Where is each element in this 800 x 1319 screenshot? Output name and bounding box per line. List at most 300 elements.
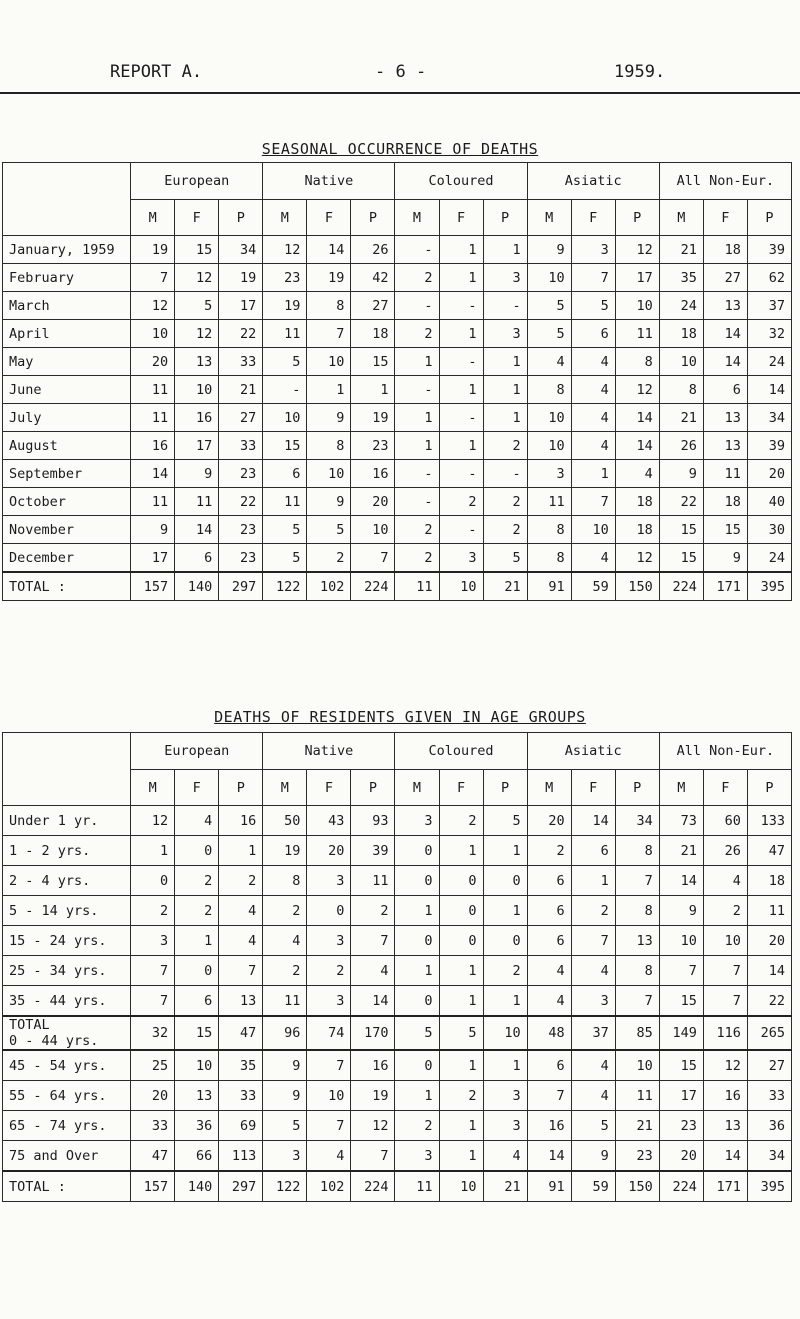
table-cell: 16 xyxy=(219,806,263,836)
table-cell: 171 xyxy=(703,572,747,601)
table-cell: 7 xyxy=(131,264,175,292)
table-cell: 91 xyxy=(527,572,571,601)
column-header: P xyxy=(483,770,527,806)
table-cell: 224 xyxy=(351,1171,395,1202)
table-cell: 0 xyxy=(395,986,439,1017)
table-cell: 23 xyxy=(219,544,263,573)
table-cell: 3 xyxy=(263,1141,307,1172)
table-cell: 22 xyxy=(659,488,703,516)
table-cell: 33 xyxy=(219,348,263,376)
table-cell: 21 xyxy=(483,1171,527,1202)
table-cell: 33 xyxy=(747,1081,791,1111)
table-cell: 7 xyxy=(571,926,615,956)
total-row xyxy=(3,1171,792,1202)
column-header: F xyxy=(571,770,615,806)
row-label: 45 - 54 yrs. xyxy=(3,1050,131,1081)
table-cell: 19 xyxy=(219,264,263,292)
table-cell: 14 xyxy=(703,1141,747,1172)
row-label: December xyxy=(3,544,131,573)
table-cell: 39 xyxy=(747,432,791,460)
table-cell: 3 xyxy=(483,1081,527,1111)
table-cell: 18 xyxy=(615,488,659,516)
table-cell: 2 xyxy=(219,866,263,896)
table-cell: 2 xyxy=(307,956,351,986)
table-cell: 2 xyxy=(263,896,307,926)
table-cell: 395 xyxy=(747,1171,791,1202)
table-cell: 5 xyxy=(263,348,307,376)
table-cell: 10 xyxy=(439,1171,483,1202)
table-cell: 0 xyxy=(307,896,351,926)
table-cell: 35 xyxy=(219,1050,263,1081)
table-cell: 6 xyxy=(527,1050,571,1081)
table-cell: 8 xyxy=(307,432,351,460)
page-header xyxy=(0,62,800,92)
table-cell: 3 xyxy=(571,986,615,1017)
table-row xyxy=(3,1050,792,1081)
table-cell: 21 xyxy=(219,376,263,404)
table-cell: 13 xyxy=(175,348,219,376)
table-cell: 74 xyxy=(307,1016,351,1050)
table-cell: 9 xyxy=(527,236,571,264)
table-cell: 15 xyxy=(659,516,703,544)
table-cell: 224 xyxy=(659,572,703,601)
table-cell: 10 xyxy=(307,460,351,488)
table-cell: 2 xyxy=(703,896,747,926)
column-header: M xyxy=(263,200,307,236)
row-label: TOTAL : xyxy=(3,1171,131,1202)
table-cell: 5 xyxy=(263,516,307,544)
table-row xyxy=(3,460,792,488)
table-row xyxy=(3,404,792,432)
table-cell: 8 xyxy=(615,348,659,376)
table-cell: 13 xyxy=(703,292,747,320)
table-cell: 0 xyxy=(131,866,175,896)
table-cell: 96 xyxy=(263,1016,307,1050)
table-cell: 5 xyxy=(527,320,571,348)
table-cell: 37 xyxy=(747,292,791,320)
table-cell: 40 xyxy=(747,488,791,516)
table-cell: 0 xyxy=(395,836,439,866)
table-cell: 170 xyxy=(351,1016,395,1050)
table-cell: 39 xyxy=(351,836,395,866)
table-cell: 39 xyxy=(747,236,791,264)
column-header: F xyxy=(439,200,483,236)
table-cell: 0 xyxy=(175,836,219,866)
table-cell: 6 xyxy=(571,836,615,866)
corner-cell xyxy=(3,733,131,806)
table-cell: 1 xyxy=(395,896,439,926)
table-cell: 1 xyxy=(439,432,483,460)
table-cell: 1 xyxy=(483,1050,527,1081)
table-cell: 20 xyxy=(307,836,351,866)
table-cell: 15 xyxy=(175,236,219,264)
table-cell: 16 xyxy=(131,432,175,460)
table-cell: 2 xyxy=(351,896,395,926)
table-cell: 1 xyxy=(395,956,439,986)
column-header: M xyxy=(263,770,307,806)
table-cell: 0 xyxy=(439,896,483,926)
table-cell: 5 xyxy=(483,806,527,836)
table-cell: 4 xyxy=(483,1141,527,1172)
table-cell: 15 xyxy=(659,1050,703,1081)
table-cell: 20 xyxy=(351,488,395,516)
table-cell: 17 xyxy=(615,264,659,292)
table-cell: - xyxy=(439,404,483,432)
table-cell: 7 xyxy=(703,956,747,986)
table-cell: 23 xyxy=(219,460,263,488)
table-cell: - xyxy=(439,292,483,320)
table-cell: 10 xyxy=(615,1050,659,1081)
table-cell: 14 xyxy=(307,236,351,264)
table-cell: 2 xyxy=(263,956,307,986)
table-cell: 1 xyxy=(483,236,527,264)
table-cell: 15 xyxy=(659,986,703,1017)
table-cell: 10 xyxy=(615,292,659,320)
group-header: Native xyxy=(263,163,395,200)
table-cell: 15 xyxy=(703,516,747,544)
table-cell: 27 xyxy=(703,264,747,292)
table-cell: 12 xyxy=(175,320,219,348)
table-cell: 12 xyxy=(131,806,175,836)
column-header: F xyxy=(439,770,483,806)
column-header: F xyxy=(703,200,747,236)
table-cell: 4 xyxy=(615,460,659,488)
row-label: 1 - 2 yrs. xyxy=(3,836,131,866)
table-cell: 17 xyxy=(175,432,219,460)
table-cell: 7 xyxy=(703,986,747,1017)
table-cell: 9 xyxy=(703,544,747,573)
column-header: F xyxy=(175,770,219,806)
table-row xyxy=(3,1111,792,1141)
table-cell: 10 xyxy=(527,432,571,460)
table-cell: 140 xyxy=(175,1171,219,1202)
group-header: All Non-Eur. xyxy=(659,733,791,770)
table-cell: 43 xyxy=(307,806,351,836)
group-header: European xyxy=(131,733,263,770)
table-cell: 140 xyxy=(175,572,219,601)
row-label: 55 - 64 yrs. xyxy=(3,1081,131,1111)
table-cell: 7 xyxy=(307,320,351,348)
table-cell: - xyxy=(439,460,483,488)
table-cell: 8 xyxy=(527,516,571,544)
column-header: F xyxy=(703,770,747,806)
table-cell: 20 xyxy=(131,348,175,376)
table-cell: 27 xyxy=(219,404,263,432)
table-cell: 1 xyxy=(483,348,527,376)
table-row xyxy=(3,348,792,376)
table-cell: 297 xyxy=(219,572,263,601)
table-cell: 2 xyxy=(483,956,527,986)
table-cell: 11 xyxy=(395,1171,439,1202)
total-row xyxy=(3,572,792,601)
row-label: June xyxy=(3,376,131,404)
table-cell: 14 xyxy=(615,432,659,460)
table-cell: 17 xyxy=(659,1081,703,1111)
table-cell: 20 xyxy=(527,806,571,836)
table-cell: 6 xyxy=(527,866,571,896)
table-cell: 5 xyxy=(175,292,219,320)
table-cell: 11 xyxy=(615,1081,659,1111)
table-cell: 13 xyxy=(703,404,747,432)
table-cell: 157 xyxy=(131,572,175,601)
column-header: M xyxy=(659,770,703,806)
table-cell: 2 xyxy=(483,488,527,516)
table-cell: 2 xyxy=(395,516,439,544)
table-cell: 27 xyxy=(747,1050,791,1081)
table-cell: 9 xyxy=(571,1141,615,1172)
table-cell: 16 xyxy=(351,460,395,488)
table-cell: 22 xyxy=(219,488,263,516)
table-cell: 37 xyxy=(571,1016,615,1050)
table-cell: 15 xyxy=(659,544,703,573)
table-cell: 21 xyxy=(483,572,527,601)
table-row xyxy=(3,1141,792,1172)
table-cell: 1 xyxy=(571,460,615,488)
table-cell: 23 xyxy=(263,264,307,292)
table-cell: - xyxy=(395,488,439,516)
table-cell: - xyxy=(483,292,527,320)
table-cell: 22 xyxy=(219,320,263,348)
table-cell: 10 xyxy=(571,516,615,544)
table-cell: 1 xyxy=(439,986,483,1017)
row-label: 65 - 74 yrs. xyxy=(3,1111,131,1141)
table-cell: 4 xyxy=(351,956,395,986)
table-cell: 1 xyxy=(439,264,483,292)
table-cell: 9 xyxy=(131,516,175,544)
table-cell: 50 xyxy=(263,806,307,836)
group-header: All Non-Eur. xyxy=(659,163,791,200)
table-cell: 23 xyxy=(351,432,395,460)
table-cell: 11 xyxy=(131,488,175,516)
table-cell: 26 xyxy=(351,236,395,264)
column-header: P xyxy=(351,200,395,236)
table-cell: 2 xyxy=(395,544,439,573)
page-number: - 6 - xyxy=(375,62,427,82)
table-cell: 23 xyxy=(659,1111,703,1141)
table-cell: 93 xyxy=(351,806,395,836)
table-row xyxy=(3,292,792,320)
row-label: May xyxy=(3,348,131,376)
table-cell: 9 xyxy=(659,896,703,926)
table-cell: 59 xyxy=(571,572,615,601)
table-cell: 5 xyxy=(263,1111,307,1141)
row-label: September xyxy=(3,460,131,488)
table-cell: 19 xyxy=(351,404,395,432)
table-cell: 7 xyxy=(131,956,175,986)
table-cell: 47 xyxy=(747,836,791,866)
table-cell: 25 xyxy=(131,1050,175,1081)
table-row xyxy=(3,320,792,348)
table-cell: 3 xyxy=(439,544,483,573)
table-cell: 11 xyxy=(263,320,307,348)
table-cell: 2 xyxy=(395,320,439,348)
table-cell: 2 xyxy=(175,866,219,896)
table-cell: 14 xyxy=(615,404,659,432)
column-header: P xyxy=(747,200,791,236)
table-cell: 12 xyxy=(351,1111,395,1141)
table-cell: 4 xyxy=(527,348,571,376)
table-cell: 2 xyxy=(439,1081,483,1111)
table-cell: 60 xyxy=(703,806,747,836)
group-header: Native xyxy=(263,733,395,770)
table-cell: 16 xyxy=(351,1050,395,1081)
table-cell: 224 xyxy=(659,1171,703,1202)
table-cell: 1 xyxy=(439,376,483,404)
table-cell: 14 xyxy=(659,866,703,896)
table-row xyxy=(3,926,792,956)
column-header: F xyxy=(175,200,219,236)
table-cell: 14 xyxy=(747,376,791,404)
table-cell: 14 xyxy=(747,956,791,986)
table-cell: 2 xyxy=(395,264,439,292)
row-label-line: TOTAL xyxy=(9,1017,50,1033)
row-label: March xyxy=(3,292,131,320)
table-cell: 47 xyxy=(219,1016,263,1050)
table-cell: 26 xyxy=(703,836,747,866)
table-cell: 10 xyxy=(439,572,483,601)
table-cell: 3 xyxy=(571,236,615,264)
table-row xyxy=(3,236,792,264)
row-label: 35 - 44 yrs. xyxy=(3,986,131,1017)
table-cell: 1 xyxy=(483,896,527,926)
table-cell: 8 xyxy=(527,544,571,573)
group-header: Asiatic xyxy=(527,733,659,770)
table-cell: - xyxy=(263,376,307,404)
table-cell: 122 xyxy=(263,1171,307,1202)
table-cell: 4 xyxy=(571,404,615,432)
table-cell: 7 xyxy=(131,986,175,1017)
table-cell: 24 xyxy=(747,348,791,376)
table-cell: 15 xyxy=(263,432,307,460)
table-cell: 6 xyxy=(527,896,571,926)
table-cell: 14 xyxy=(175,516,219,544)
table-cell: 6 xyxy=(175,544,219,573)
table-cell: 1 xyxy=(439,1111,483,1141)
table-cell: 66 xyxy=(175,1141,219,1172)
table-cell: 7 xyxy=(351,1141,395,1172)
table-cell: 12 xyxy=(615,236,659,264)
table-cell: 0 xyxy=(395,866,439,896)
column-header: P xyxy=(351,770,395,806)
table-cell: 0 xyxy=(483,926,527,956)
subtotal-row xyxy=(3,1016,792,1050)
table-cell: 4 xyxy=(571,1081,615,1111)
table-cell: 1 xyxy=(395,348,439,376)
table-cell: 9 xyxy=(307,404,351,432)
row-label xyxy=(3,1016,131,1050)
table-cell: 26 xyxy=(659,432,703,460)
table-cell: 1 xyxy=(131,836,175,866)
column-header: M xyxy=(395,770,439,806)
table-cell: 6 xyxy=(175,986,219,1017)
seasonal-occurrence-table xyxy=(2,162,792,601)
table-row xyxy=(3,516,792,544)
table-cell: 34 xyxy=(615,806,659,836)
table-cell: 4 xyxy=(571,956,615,986)
table-cell: 0 xyxy=(439,866,483,896)
table-cell: 2 xyxy=(571,896,615,926)
table-cell: 10 xyxy=(131,320,175,348)
table-cell: 16 xyxy=(175,404,219,432)
row-label: February xyxy=(3,264,131,292)
table2-title: DEATHS OF RESIDENTS GIVEN IN AGE GROUPS xyxy=(214,708,586,726)
table-cell: 17 xyxy=(219,292,263,320)
row-label: August xyxy=(3,432,131,460)
table-cell: 12 xyxy=(263,236,307,264)
column-header: P xyxy=(219,770,263,806)
table-cell: 10 xyxy=(483,1016,527,1050)
table-row xyxy=(3,806,792,836)
row-label: 75 and Over xyxy=(3,1141,131,1172)
table-cell: 17 xyxy=(131,544,175,573)
table-cell: 8 xyxy=(615,836,659,866)
table-cell: 1 xyxy=(395,1081,439,1111)
table-cell: 7 xyxy=(571,488,615,516)
table-cell: 33 xyxy=(219,1081,263,1111)
table-cell: 3 xyxy=(483,264,527,292)
table-cell: 122 xyxy=(263,572,307,601)
table-cell: 3 xyxy=(395,1141,439,1172)
table-cell: 133 xyxy=(747,806,791,836)
table-cell: 116 xyxy=(703,1016,747,1050)
table-cell: 4 xyxy=(571,432,615,460)
table-cell: 3 xyxy=(307,926,351,956)
table-cell: 5 xyxy=(483,544,527,573)
table-cell: 13 xyxy=(615,926,659,956)
group-header: European xyxy=(131,163,263,200)
table1-title: SEASONAL OCCURRENCE OF DEATHS xyxy=(261,140,539,158)
table-cell: 3 xyxy=(483,320,527,348)
table-cell: 2 xyxy=(307,544,351,573)
table-cell: 4 xyxy=(703,866,747,896)
table-cell: 0 xyxy=(439,926,483,956)
table-cell: 9 xyxy=(659,460,703,488)
table-row xyxy=(3,544,792,573)
table-cell: - xyxy=(439,516,483,544)
table-cell: 14 xyxy=(703,348,747,376)
table-cell: 4 xyxy=(307,1141,351,1172)
table-cell: 2 xyxy=(439,488,483,516)
table-cell: 33 xyxy=(131,1111,175,1141)
table-cell: - xyxy=(395,236,439,264)
group-header: Coloured xyxy=(395,163,527,200)
row-label: October xyxy=(3,488,131,516)
table-cell: 1 xyxy=(483,404,527,432)
table-cell: 1 xyxy=(395,432,439,460)
table-cell: 73 xyxy=(659,806,703,836)
table-cell: 7 xyxy=(659,956,703,986)
table-cell: - xyxy=(439,348,483,376)
table-cell: 34 xyxy=(219,236,263,264)
table-cell: 8 xyxy=(659,376,703,404)
table-cell: 33 xyxy=(219,432,263,460)
table-cell: 21 xyxy=(659,236,703,264)
table-row xyxy=(3,956,792,986)
table-row xyxy=(3,488,792,516)
table-cell: 150 xyxy=(615,572,659,601)
table-cell: 3 xyxy=(395,806,439,836)
table-cell: 10 xyxy=(703,926,747,956)
table-row xyxy=(3,836,792,866)
table-cell: 14 xyxy=(703,320,747,348)
table-cell: 4 xyxy=(571,376,615,404)
table-cell: 7 xyxy=(615,866,659,896)
table-cell: 157 xyxy=(131,1171,175,1202)
table-row xyxy=(3,376,792,404)
column-header: P xyxy=(747,770,791,806)
table-cell: 18 xyxy=(747,866,791,896)
table-cell: 1 xyxy=(307,376,351,404)
